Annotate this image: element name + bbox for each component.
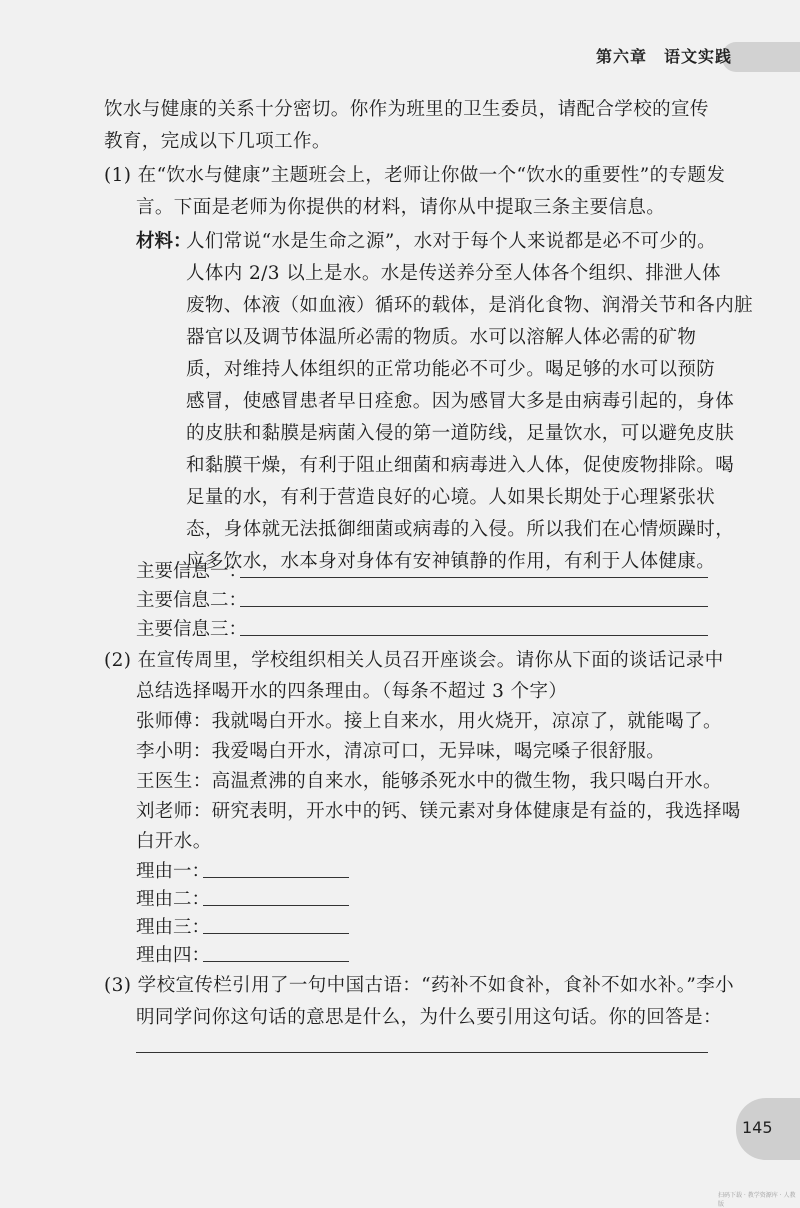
chapter-header: 第六章 语文实践: [596, 47, 733, 66]
talk-line: 白开水。: [136, 831, 212, 852]
reason-1-answer-line[interactable]: [203, 877, 349, 878]
material-line: 感冒，使感冒患者早日痊愈。因为感冒大多是由病毒引起的，身体: [186, 391, 735, 412]
reason-4-answer-line[interactable]: [203, 961, 349, 962]
talk-line: 王医生：高温煮沸的自来水，能够杀死水中的微生物，我只喝白开水。: [136, 771, 722, 792]
q1-line-1: (1) 在“饮水与健康”主题班会上，老师让你做一个“饮水的重要性”的专题发: [104, 165, 726, 186]
header-tab-decoration: [722, 42, 800, 72]
talk-line: 张师傅：我就喝白开水。接上自来水，用火烧开，凉凉了，就能喝了。: [136, 711, 722, 732]
reason-2-label: 理由二：: [136, 889, 211, 910]
material-line: 应多饮水，水本身对身体有安神镇静的作用，有利于人体健康。: [186, 551, 716, 572]
info-3-answer-line[interactable]: [240, 635, 708, 636]
material-line: 和黏膜干燥，有利于阻止细菌和病毒进入人体，促使废物排除。喝: [186, 455, 735, 476]
material-label: 材料：: [136, 231, 192, 252]
reason-3-answer-line[interactable]: [203, 933, 349, 934]
material-line: 人们常说“水是生命之源”，水对于每个人来说都是必不可少的。: [186, 231, 717, 252]
info-2-label: 主要信息二：: [136, 590, 248, 611]
material-line: 足量的水，有利于营造良好的心境。人如果长期处于心理紧张状: [186, 487, 716, 508]
info-1-answer-line[interactable]: [240, 577, 708, 578]
material-line: 质，对维持人体组织的正常功能必不可少。喝足够的水可以预防: [186, 359, 716, 380]
talk-line: 刘老师：研究表明，开水中的钙、镁元素对身体健康是有益的，我选择喝: [136, 801, 741, 822]
material-line: 态，身体就无法抵御细菌或病毒的入侵。所以我们在心情烦躁时，: [186, 519, 735, 540]
footer-watermark: 扫码下载 · 教学资源库 · 人教版: [718, 1192, 796, 1208]
q3-line-2: 明同学问你这句话的意思是什么，为什么要引用这句话。你的回答是：: [136, 1007, 722, 1028]
q2-line-2: 总结选择喝开水的四条理由。（每条不超过 3 个字）: [136, 681, 568, 702]
q3-line-1: (3) 学校宣传栏引用了一句中国古语：“药补不如食补，食补不如水补。”李小: [104, 975, 735, 996]
intro-line-2: 教育，完成以下几项工作。: [104, 131, 331, 152]
talk-line: 李小明：我爱喝白开水，清凉可口，无异味，喝完嗓子很舒服。: [136, 741, 666, 762]
material-line: 废物、体液（如血液）循环的载体，是消化食物、润滑关节和各内脏: [186, 295, 754, 316]
reason-2-answer-line[interactable]: [203, 905, 349, 906]
material-line: 的皮肤和黏膜是病菌入侵的第一道防线，足量饮水，可以避免皮肤: [186, 423, 735, 444]
q1-line-2: 言。下面是老师为你提供的材料，请你从中提取三条主要信息。: [136, 197, 666, 218]
page-number: 145: [742, 1118, 773, 1137]
reason-3-label: 理由三：: [136, 917, 211, 938]
info-3-label: 主要信息三：: [136, 619, 248, 640]
material-line: 器官以及调节体温所必需的物质。水可以溶解人体必需的矿物: [186, 327, 697, 348]
info-2-answer-line[interactable]: [240, 606, 708, 607]
intro-line-1: 饮水与健康的关系十分密切。你作为班里的卫生委员，请配合学校的宣传: [104, 99, 709, 120]
q3-answer-line[interactable]: [136, 1052, 708, 1053]
reason-4-label: 理由四：: [136, 945, 211, 966]
info-1-label: 主要信息一：: [136, 561, 248, 582]
q2-line-1: (2) 在宣传周里，学校组织相关人员召开座谈会。请你从下面的谈话记录中: [104, 650, 724, 671]
reason-1-label: 理由一：: [136, 861, 211, 882]
material-line: 人体内 2/3 以上是水。水是传送养分至人体各个组织、排泄人体: [186, 263, 721, 284]
